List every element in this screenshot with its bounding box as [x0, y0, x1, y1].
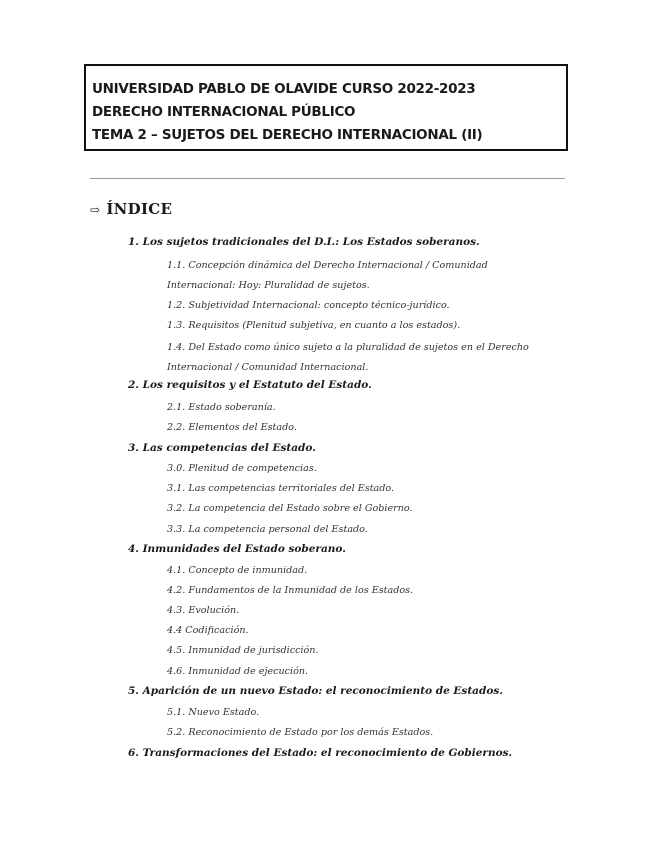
toc-item-5-2: 5.2. Reconocimiento de Estado por los demás Estados. — [167, 727, 434, 738]
toc-section-2: 2. Los requisitos y el Estatuto del Estado. — [128, 379, 372, 391]
title-box — [84, 64, 568, 151]
toc-section-6: 6. Transformaciones del Estado: el reconocimiento de Gobiernos. — [128, 747, 513, 759]
toc-item-3-1: 3.1. Las competencias territoriales del Estado. — [167, 483, 395, 494]
toc-section-4: 4. Inmunidades del Estado soberano. — [128, 543, 346, 555]
toc-item-4-3: 4.3. Evolución. — [167, 605, 240, 616]
toc-item-1-3: 1.3. Requisitos (Plenitud subjetiva, en cuanto a los estados). — [167, 320, 461, 331]
index-title: ÍNDICE — [106, 200, 173, 218]
toc-item-2-1: 2.1. Estado soberanía. — [167, 402, 276, 413]
toc-item-4-2: 4.2. Fundamentos de la Inmunidad de los Estados. — [167, 585, 414, 596]
toc-item-4-5: 4.5. Inmunidad de jurisdicción. — [167, 645, 319, 656]
toc-item-2-2: 2.2. Elementos del Estado. — [167, 422, 297, 433]
toc-section-5: 5. Aparición de un nuevo Estado: el reconocimiento de Estados. — [128, 685, 503, 697]
toc-item-3-3: 3.3. La competencia personal del Estado. — [167, 524, 368, 535]
header-university-line: UNIVERSIDAD PABLO DE OLAVIDE CURSO 2022-2023 — [92, 81, 476, 97]
toc-item-1-4: 1.4. Del Estado como único sujeto a la pluralidad de sujetos en el Derecho Internacional / Comunidad Internacional. — [167, 342, 529, 373]
arrow-right-icon: ⇨ — [90, 203, 101, 217]
toc-item-4-4: 4.4 Codificación. — [167, 625, 249, 636]
toc-item-4-1: 4.1. Concepto de inmunidad. — [167, 565, 308, 576]
toc-item-3-0: 3.0. Plenitud de competencias. — [167, 463, 317, 474]
toc-item-5-1: 5.1. Nuevo Estado. — [167, 707, 260, 718]
toc-section-3: 3. Las competencias del Estado. — [128, 442, 316, 454]
horizontal-divider — [90, 178, 565, 179]
toc-item-4-6: 4.6. Inmunidad de ejecución. — [167, 666, 309, 677]
toc-item-1-1: 1.1. Concepción dinámica del Derecho Internacional / Comunidad Internacional: Hoy: Pluralidad de sujetos. — [167, 260, 488, 291]
header-course-line: DERECHO INTERNACIONAL PÚBLICO — [92, 104, 356, 120]
toc-section-1: 1. Los sujetos tradicionales del D.I.: Los Estados soberanos. — [128, 236, 480, 248]
header-topic-line: TEMA 2 – SUJETOS DEL DERECHO INTERNACIONAL (II) — [92, 127, 483, 143]
toc-item-3-2: 3.2. La competencia del Estado sobre el Gobierno. — [167, 503, 413, 514]
index-heading — [90, 200, 172, 218]
toc-item-1-2: 1.2. Subjetividad Internacional: concepto técnico-jurídico. — [167, 300, 450, 311]
